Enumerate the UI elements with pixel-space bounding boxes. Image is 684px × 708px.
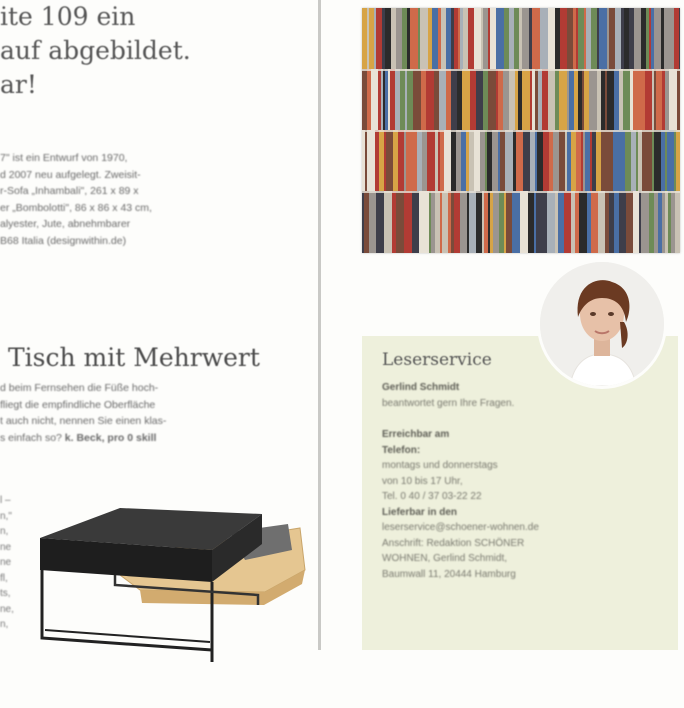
rug-stripe (451, 8, 455, 70)
intro-line: alyester, Jute, abnehmbarer (0, 218, 131, 230)
rug-stripe (476, 191, 483, 253)
rug-stripe (490, 8, 497, 70)
rug-stripe (641, 69, 646, 131)
rug-stripe (623, 69, 631, 131)
rug-stripe (535, 69, 539, 131)
rug-stripe (462, 69, 471, 131)
rug-stripe (520, 191, 529, 253)
rug-stripe (461, 130, 467, 192)
rug-stripe (651, 8, 655, 70)
rug-stripe (634, 8, 642, 70)
rug-stripe (398, 130, 405, 192)
rug-stripe (454, 191, 461, 253)
rug-stripe (677, 69, 680, 131)
rug-stripe (506, 191, 513, 253)
rug-stripe (591, 8, 598, 70)
reader-service-details (382, 380, 672, 582)
rug-stripe (469, 130, 475, 192)
rug-stripe (509, 69, 516, 131)
rug-stripe (567, 8, 574, 70)
rug-stripe (446, 8, 452, 70)
rug-stripe (641, 191, 650, 253)
rug-stripe (480, 130, 486, 192)
rug-stripe (434, 69, 440, 131)
rug-stripe (425, 191, 430, 253)
rug-stripe (555, 8, 561, 70)
section-body-line: t auch nicht, nennen Sie einen klas- (0, 415, 167, 427)
fragment: ne (0, 557, 12, 568)
rug-stripe (451, 69, 458, 131)
rug-stripe (514, 8, 520, 70)
rug-stripe (451, 130, 457, 192)
rug-stripe (573, 8, 577, 70)
rug-stripe (442, 191, 449, 253)
intro-line: d 2007 neu aufgelegt. Zweisit- (0, 168, 141, 181)
portrait-photo (540, 262, 664, 386)
rug-stripe (597, 69, 602, 131)
rug-stripe (674, 8, 680, 70)
cut-off-column-fragments (0, 493, 24, 633)
rug-stripe (466, 130, 470, 192)
rug-stripe (512, 191, 521, 253)
service-line: Tel. 0 40 / 37 03-22 22 (382, 491, 482, 502)
rug-stripe (483, 8, 489, 70)
striped-rug-image (362, 8, 680, 253)
rug-stripe (615, 8, 622, 70)
rug-stripe (457, 69, 463, 131)
rug-stripe (609, 130, 614, 192)
rug-stripe (529, 8, 533, 70)
service-line: leserservice@schoener-wohnen.de (382, 522, 539, 533)
rug-stripe (668, 191, 672, 253)
rug-stripe (591, 191, 599, 253)
rug-stripe (513, 130, 517, 192)
intro-line: r-Sofa „Inhambali", 261 x 89 x (0, 185, 139, 197)
rug-stripe (578, 8, 585, 70)
rug-stripe (621, 8, 625, 70)
rug-stripe (541, 191, 548, 253)
section-body-text: s einfach so? (0, 431, 65, 444)
fragment: fl, (0, 572, 8, 584)
rug-stripe (536, 191, 542, 253)
rug-stripe (410, 8, 419, 70)
rug-stripe (379, 130, 385, 192)
rug-stripe (607, 69, 615, 131)
rug-stripe (371, 69, 379, 131)
rug-stripe (435, 191, 441, 253)
rug-stripe (625, 130, 632, 192)
rug-stripe (571, 130, 577, 192)
rug-stripe (646, 8, 650, 70)
rug-stripe (528, 191, 535, 253)
fragment: n," (0, 510, 12, 522)
rug-stripe (642, 130, 650, 192)
rug-stripe (584, 69, 590, 131)
rug-stripe (624, 8, 628, 70)
rug-stripe (422, 130, 428, 192)
rug-stripe (585, 130, 589, 192)
rug-stripe (576, 130, 582, 192)
rug-stripe (596, 130, 602, 192)
service-line: Baumwall 11, 20444 Hamburg (382, 568, 516, 580)
rug-stripe (364, 191, 370, 253)
rug-stripe (532, 8, 541, 70)
rug-stripe (564, 191, 572, 253)
rug-stripe (400, 69, 406, 131)
rug-stripe (679, 8, 680, 70)
rug-stripe (406, 130, 411, 192)
rug-stripe (592, 130, 597, 192)
rug-stripe (516, 130, 524, 192)
rug-stripe (579, 191, 588, 253)
fragment: ts, (0, 588, 11, 599)
rug-stripe (375, 130, 380, 192)
rug-stripe (676, 130, 680, 192)
section-title: Tisch mit Mehrwert (8, 343, 260, 372)
rug-stripe (448, 191, 452, 253)
fragment: n, (0, 526, 9, 537)
rug-stripe (456, 130, 462, 192)
rug-stripe (575, 191, 580, 253)
rug-stripe (662, 191, 666, 253)
rug-stripe (431, 191, 436, 253)
rug-stripe (488, 69, 497, 131)
reader-service-title: Leserservice (382, 350, 492, 370)
rug-stripe (426, 69, 435, 131)
rug-stripe (638, 130, 643, 192)
rug-stripe (460, 8, 464, 70)
rug-stripe (454, 8, 459, 70)
section-body-line: fliegt die empfindliche Oberfläche (0, 398, 156, 411)
rug-stripe (490, 191, 494, 253)
rug-stripe (601, 130, 610, 192)
rug-stripe (369, 8, 375, 70)
rug-stripe (362, 8, 368, 70)
rug-stripe (367, 130, 376, 192)
rug-stripe (493, 191, 500, 253)
rug-stripe (571, 191, 576, 253)
rug-stripe (665, 191, 669, 253)
rug-stripe (385, 69, 389, 131)
rug-stripe (440, 130, 445, 192)
rug-stripe (519, 8, 523, 70)
rug-stripe (564, 8, 568, 70)
rug-stripe (537, 130, 544, 192)
rug-stripe (427, 130, 436, 192)
rug-stripe (675, 191, 680, 253)
rug-stripe (367, 69, 372, 131)
rug-stripe (362, 130, 366, 192)
fragment: n, (0, 619, 9, 630)
section-body (0, 380, 285, 446)
rug-stripe (369, 191, 377, 253)
rug-stripe (395, 69, 401, 131)
article-headline (0, 0, 300, 102)
rug-stripe (410, 130, 418, 192)
rug-stripe (390, 69, 396, 131)
headline-line: ite 109 ein (0, 2, 136, 31)
rug-stripe (463, 8, 469, 70)
rug-stripe (656, 69, 663, 131)
rug-stripe (609, 8, 616, 70)
rug-stripe (446, 69, 452, 131)
rug-stripe (385, 8, 392, 70)
rug-stripe (548, 8, 556, 70)
rug-stripe (393, 130, 399, 192)
rug-stripe (605, 191, 610, 253)
rug-stripe (671, 191, 676, 253)
intro-line: er „Bombolotti", 86 x 86 x 43 cm, (0, 201, 152, 214)
rug-stripe (558, 191, 565, 253)
column-divider (318, 0, 321, 650)
rug-stripe (569, 69, 575, 131)
rug-stripe (665, 69, 670, 131)
intro-line: 7" ist ein Entwurf von 1970, (0, 152, 128, 164)
rug-stripe (586, 8, 592, 70)
rug-stripe (532, 69, 536, 131)
rug-stripe (382, 8, 386, 70)
rug-stripe (654, 191, 659, 253)
rug-stripe (540, 8, 549, 70)
rug-stripe (601, 69, 606, 131)
rug-stripe (444, 130, 452, 192)
rug-stripe (633, 191, 640, 253)
intro-line: B68 Italia (designwithin.de) (0, 234, 127, 247)
rug-stripe (438, 8, 442, 70)
rug-stripe (384, 191, 393, 253)
coffee-table-illustration (30, 500, 310, 670)
rug-stripe (619, 191, 627, 253)
fragment: l – (0, 495, 11, 506)
service-line: Telefon: (382, 444, 421, 456)
service-line: Erreichbar am (382, 429, 450, 440)
rug-stripe (609, 191, 615, 253)
rug-stripe (574, 69, 579, 131)
rug-stripe (661, 8, 665, 70)
rug-stripe (555, 191, 559, 253)
rug-stripe (631, 130, 637, 192)
rug-stripe (421, 69, 427, 131)
rug-stripe (396, 191, 405, 253)
rug-stripe (503, 69, 510, 131)
rug-stripe (505, 130, 514, 192)
service-line: Lieferbar in den (382, 506, 458, 518)
rug-stripe (630, 69, 634, 131)
rug-stripe (378, 69, 382, 131)
rug-stripe (649, 191, 655, 253)
fragment: ne, (0, 603, 14, 615)
rug-stripe (578, 69, 583, 131)
rug-stripe (599, 8, 608, 70)
rug-stripe (386, 130, 394, 192)
rug-stripe (376, 191, 385, 253)
rug-stripe (504, 8, 510, 70)
rug-stripe (613, 130, 619, 192)
service-line: beantwortet gern Ihre Fragen. (382, 397, 515, 409)
rug-stripe (362, 69, 368, 131)
rug-stripe (522, 8, 530, 70)
rug-stripe (498, 69, 504, 131)
rug-stripe (469, 191, 477, 253)
rug-stripe (548, 69, 556, 131)
rug-stripe (474, 130, 481, 192)
rug-stripe (598, 191, 606, 253)
headline-line: ar! (0, 70, 37, 99)
spacer (382, 411, 672, 427)
service-line: montags und donnerstags (382, 460, 498, 471)
rug-stripe (619, 69, 624, 131)
rug-stripe (420, 8, 429, 70)
rug-stripe (413, 69, 422, 131)
service-line: Gerlind Schmidt (382, 382, 460, 393)
rug-stripe (559, 69, 568, 131)
article-intro (0, 150, 300, 249)
rug-stripe (649, 130, 653, 192)
rug-stripe (654, 8, 662, 70)
rug-stripe (614, 191, 620, 253)
rug-stripe (470, 69, 477, 131)
rug-stripe (669, 69, 678, 131)
rug-stripe (484, 191, 489, 253)
rug-stripe (412, 191, 417, 253)
rug-stripe (667, 130, 675, 192)
rug-stripe (417, 130, 423, 192)
headline-line: auf abgebildet. (0, 36, 191, 65)
rug-stripe (645, 69, 653, 131)
rug-stripe (542, 69, 549, 131)
rug-stripe (476, 69, 484, 131)
rug-stripe (626, 191, 634, 253)
rug-stripe (391, 8, 397, 70)
rug-stripe (549, 130, 554, 192)
rug-stripe (518, 69, 523, 131)
service-line: von 10 bis 17 Uhr, (382, 475, 463, 487)
section-body-line: d beim Fernsehen die Füße hoch- (0, 382, 159, 394)
rug-stripe (396, 8, 403, 70)
rug-stripe (538, 69, 543, 131)
rug-stripe (555, 69, 560, 131)
rug-stripe (664, 8, 671, 70)
rug-stripe (589, 69, 598, 131)
rug-stripe (435, 130, 439, 192)
rug-stripe (460, 191, 468, 253)
section-body-line (0, 430, 285, 447)
rug-stripe (618, 130, 626, 192)
rug-stripe (499, 191, 503, 253)
section-body-credit: k. Beck, pro 0 skill (64, 431, 157, 444)
rug-stripe (654, 130, 662, 192)
rug-stripe (629, 8, 635, 70)
rug-stripe (407, 8, 411, 70)
rug-stripe (543, 130, 550, 192)
rug-stripe (587, 191, 592, 253)
rug-stripe (670, 8, 675, 70)
rug-stripe (407, 69, 414, 131)
contact-portrait (540, 262, 664, 386)
rug-stripe (441, 8, 447, 70)
rug-stripe (661, 130, 666, 192)
service-line: WOHNEN, Gerlind Schmidt, (382, 553, 508, 564)
rug-stripe (402, 8, 408, 70)
rug-stripe (474, 8, 482, 70)
rug-stripe (530, 130, 536, 192)
rug-stripe (483, 69, 489, 131)
rug-stripe (468, 8, 475, 70)
rug-stripe (553, 130, 560, 192)
rug-stripe (515, 69, 519, 131)
rug-stripe (500, 130, 506, 192)
rug-stripe (547, 191, 556, 253)
rug-stripe (523, 130, 531, 192)
rug-stripe (451, 191, 455, 253)
rug-stripe (633, 69, 642, 131)
rug-stripe (404, 191, 413, 253)
rug-stripe (392, 191, 397, 253)
rug-stripe (658, 191, 663, 253)
rug-stripe (428, 8, 433, 70)
rug-stripe (614, 69, 620, 131)
rug-stripe (522, 69, 531, 131)
rug-stripe (376, 8, 383, 70)
rug-stripe (662, 69, 666, 131)
fragment: ne (0, 541, 12, 553)
rug-stripe (419, 191, 426, 253)
rug-stripe (487, 130, 493, 192)
rug-stripe (439, 69, 447, 131)
rug-stripe (559, 130, 566, 192)
rug-stripe (560, 8, 565, 70)
rug-stripe (492, 130, 499, 192)
rug-stripe (416, 191, 420, 253)
service-line: Anschrift: Redaktion SCHÖNER (382, 537, 525, 549)
rug-stripe (509, 8, 515, 70)
rug-stripe (641, 8, 647, 70)
rug-stripe (432, 8, 439, 70)
rug-stripe (496, 8, 505, 70)
